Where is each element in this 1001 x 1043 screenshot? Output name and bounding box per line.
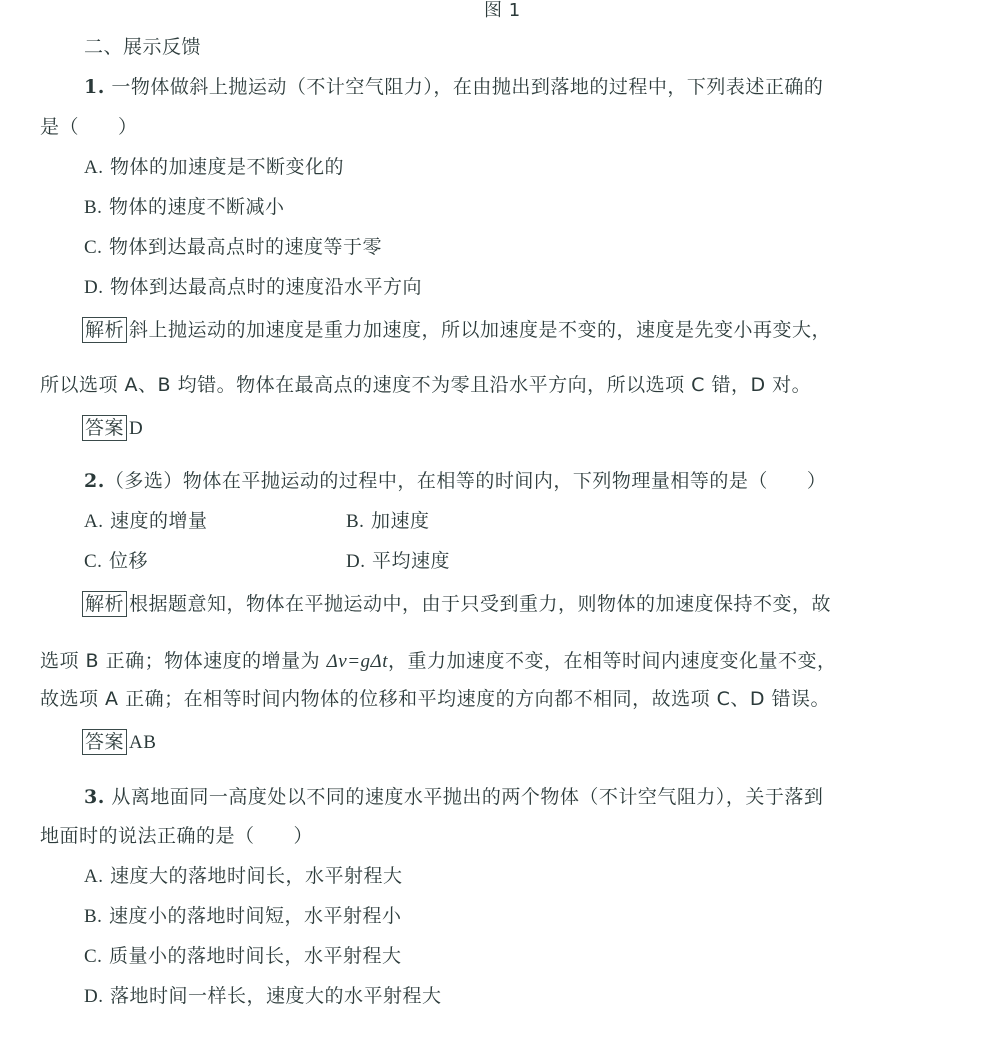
q2-option-a: A. 速度的增量 [84,510,208,532]
q2-answer-value: AB [129,732,157,753]
q1-analysis-line2: 所以选项 A、B 均错。物体在最高点的速度不为零且沿水平方向，所以选项 C 错，D 对。 [40,374,812,396]
q2-answer-tag: 答案 [82,729,127,755]
q1-answer-value: D [129,418,144,439]
q1-analysis-tag: 解析 [82,317,127,343]
q1-number: 1. [84,76,105,98]
q2-number: 2. [84,470,105,492]
q1-option-a: A. 物体的加速度是不断变化的 [84,156,345,178]
q3-option-c: C. 质量小的落地时间长，水平射程大 [84,945,402,967]
q3-option-d: D. 落地时间一样长，速度大的水平射程大 [84,985,442,1007]
q1-option-c: C. 物体到达最高点时的速度等于零 [84,236,382,258]
q1-stem-line2: 是（ ） [40,116,138,138]
q3-stem-line1 [84,784,823,810]
q3-stem-line2: 地面时的说法正确的是（ ） [40,825,314,847]
q2-analysis-tag: 解析 [82,591,127,617]
q1-answer-tag: 答案 [82,415,127,441]
q2-answer [82,729,156,755]
figure-caption: 图 1 [484,0,521,21]
q2-option-c: C. 位移 [84,550,148,572]
q1-option-b: B. 物体的速度不断减小 [84,196,285,218]
q3-option-b: B. 速度小的落地时间短，水平射程小 [84,905,402,927]
q1-stem-line1 [84,74,823,100]
q2-analysis-line2: 选项 B 正确；物体速度的增量为 Δv=gΔt，重力加速度不变，在相等时间内速度变化量不变， [40,650,837,672]
q2-options-row2 [84,548,584,574]
q2-formula: Δv=gΔt [326,651,388,672]
q2-option-d: D. 平均速度 [346,550,451,572]
q3-option-a: A. 速度大的落地时间长，水平射程大 [84,865,403,887]
q2-analysis-line1: 解析 根据题意知，物体在平抛运动中，由于只受到重力，则物体的加速度保持不变，故 [82,591,831,617]
q1-option-d: D. 物体到达最高点时的速度沿水平方向 [84,276,423,298]
q3-number: 3. [84,786,105,808]
q3-stem-text: 从离地面同一高度处以不同的速度水平抛出的两个物体（不计空气阻力），关于落到 [111,786,824,808]
q1-analysis-line1: 解析 斜上抛运动的加速度是重力加速度，所以加速度是不变的，速度是先变小再变大， [82,317,831,343]
q1-answer [82,415,143,441]
q2-stem [84,468,826,494]
q1-stem-text: 一物体做斜上抛运动（不计空气阻力），在由抛出到落地的过程中，下列表述正确的 [111,76,824,98]
q2-analysis-line3: 故选项 A 正确；在相等时间内物体的位移和平均速度的方向都不相同，故选项 C、D 错误。 [40,688,831,710]
section-heading: 二、展示反馈 [84,36,202,58]
q2-stem-text: （多选）物体在平抛运动的过程中，在相等的时间内，下列物理量相等的是（ ） [104,470,827,492]
q2-option-b: B. 加速度 [346,510,430,532]
q2-options-row1 [84,508,584,534]
